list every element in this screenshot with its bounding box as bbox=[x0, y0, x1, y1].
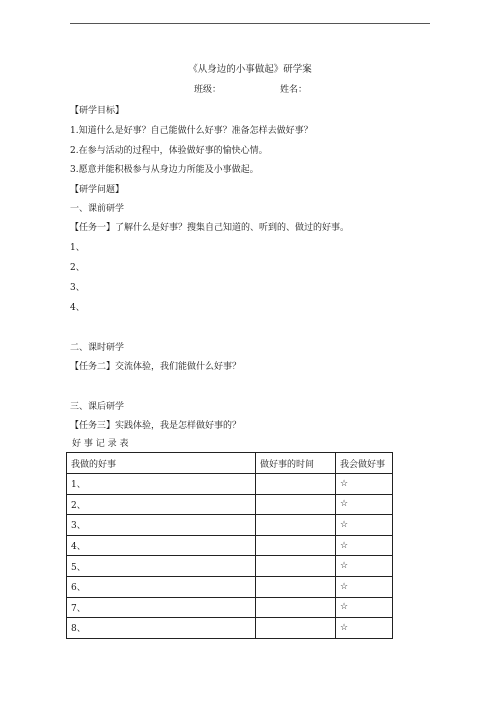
deed-cell[interactable]: 6、 bbox=[67, 576, 256, 597]
time-cell[interactable] bbox=[256, 576, 336, 597]
deed-cell[interactable]: 5、 bbox=[67, 556, 256, 577]
star-rating-cell[interactable]: ☆ bbox=[336, 494, 393, 515]
table-caption: 好 事 记 录 表 bbox=[72, 439, 129, 449]
task-text: 【任务三】实践体验，我是怎样做好事的？ bbox=[70, 421, 242, 431]
star-rating-cell[interactable]: ☆ bbox=[336, 597, 393, 618]
time-cell[interactable] bbox=[256, 556, 336, 577]
list-item: 1、 bbox=[70, 243, 85, 253]
column-header: 我做的好事 bbox=[67, 453, 256, 474]
column-header: 我会做好事 bbox=[336, 453, 393, 474]
list-item: 3、 bbox=[70, 283, 85, 293]
table-header-row bbox=[67, 453, 393, 474]
star-rating-cell[interactable]: ☆ bbox=[336, 474, 393, 495]
deed-cell[interactable]: 7、 bbox=[67, 597, 256, 618]
star-rating-cell[interactable]: ☆ bbox=[336, 515, 393, 536]
star-rating-cell[interactable]: ☆ bbox=[336, 556, 393, 577]
column-header: 做好事的时间 bbox=[256, 453, 336, 474]
goals-heading: 【研学目标】 bbox=[70, 106, 125, 116]
time-cell[interactable] bbox=[256, 515, 336, 536]
goal-item: 2.在参与活动的过程中，体验做好事的愉快心情。 bbox=[70, 146, 268, 156]
table-row bbox=[67, 556, 393, 577]
task-text: 【任务一】了解什么是好事？搜集自己知道的、听到的、做过的好事。 bbox=[70, 223, 350, 233]
good-deeds-record-table bbox=[66, 452, 393, 639]
table-row bbox=[67, 576, 393, 597]
list-item: 4、 bbox=[70, 303, 85, 313]
table-row bbox=[67, 515, 393, 536]
section-heading: 二、课时研学 bbox=[70, 343, 125, 353]
header-rule bbox=[70, 23, 430, 24]
deed-cell[interactable]: 4、 bbox=[67, 535, 256, 556]
time-cell[interactable] bbox=[256, 618, 336, 639]
table-row bbox=[67, 494, 393, 515]
deed-cell[interactable]: 1、 bbox=[67, 474, 256, 495]
deed-cell[interactable]: 3、 bbox=[67, 515, 256, 536]
time-cell[interactable] bbox=[256, 535, 336, 556]
deed-cell[interactable]: 8、 bbox=[67, 618, 256, 639]
list-item: 2、 bbox=[70, 263, 85, 273]
table-row bbox=[67, 618, 393, 639]
table-row bbox=[67, 597, 393, 618]
time-cell[interactable] bbox=[256, 494, 336, 515]
time-cell[interactable] bbox=[256, 597, 336, 618]
star-rating-cell[interactable]: ☆ bbox=[336, 576, 393, 597]
page-title: 《从身边的小事做起》研学案 bbox=[188, 64, 312, 75]
deed-cell[interactable]: 2、 bbox=[67, 494, 256, 515]
star-rating-cell[interactable]: ☆ bbox=[336, 535, 393, 556]
table-row bbox=[67, 474, 393, 495]
class-label: 班级： bbox=[194, 85, 222, 95]
star-rating-cell[interactable]: ☆ bbox=[336, 618, 393, 639]
goal-item: 1.知道什么是好事？自己能做什么好事？准备怎样去做好事？ bbox=[70, 126, 313, 136]
name-label: 姓名： bbox=[280, 85, 308, 95]
table-row bbox=[67, 535, 393, 556]
section-heading: 三、课后研学 bbox=[70, 402, 125, 412]
goal-item: 3.愿意并能积极参与从身边力所能及小事做起。 bbox=[70, 165, 259, 175]
section-heading: 一、课前研学 bbox=[70, 204, 125, 214]
task-text: 【任务二】交流体验，我们能做什么好事？ bbox=[70, 362, 242, 372]
questions-heading: 【研学问题】 bbox=[70, 185, 125, 195]
time-cell[interactable] bbox=[256, 474, 336, 495]
